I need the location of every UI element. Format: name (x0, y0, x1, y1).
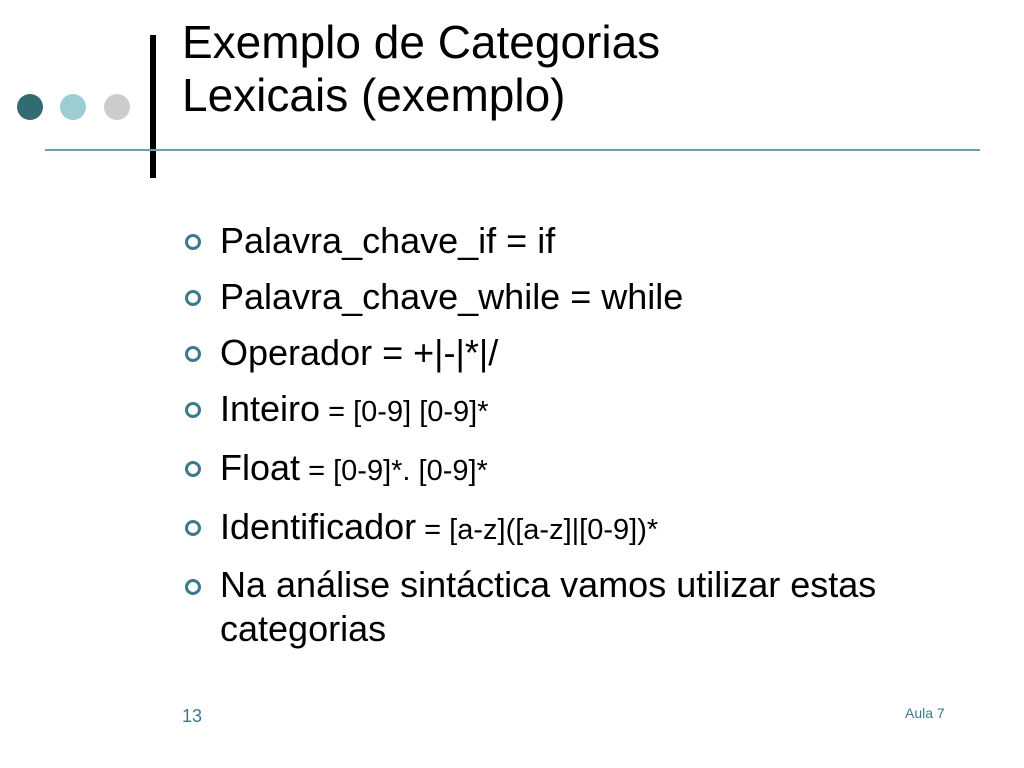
bullet-item (185, 274, 945, 320)
bullet-text: Operador = +|-|*|/ (220, 332, 499, 373)
bullet-text: Inteiro (220, 388, 321, 429)
bullet-definition: = [0-9] [0-9]* (320, 396, 489, 428)
footer-label: Aula 7 (905, 705, 945, 721)
bullet-item (185, 218, 945, 264)
page-number: 13 (182, 706, 203, 726)
decorative-dot-dark (17, 94, 43, 120)
decorative-dot-light (60, 94, 86, 120)
slide-title-line-1: Exemplo de Categorias (182, 16, 661, 68)
bullet-definition: = [a-z]([a-z]|[0-9])* (416, 514, 659, 546)
bullet-ring-icon (185, 461, 201, 477)
bullet-text: Palavra_chave_while = while (220, 276, 684, 317)
bullet-text: Palavra_chave_if = if (220, 220, 556, 261)
bullet-item (185, 504, 945, 553)
title-underline-rule (45, 149, 980, 151)
slide-title-line-2: Lexicais (exemplo) (182, 69, 566, 121)
bullet-ring-icon (185, 234, 201, 250)
bullet-list (185, 218, 945, 661)
bullet-definition: = [0-9]*. [0-9]* (300, 455, 488, 487)
bullet-ring-icon (185, 520, 201, 536)
bullet-item (185, 445, 945, 494)
bullet-ring-icon (185, 290, 201, 306)
bullet-ring-icon (185, 402, 201, 418)
bullet-text: Float (220, 447, 301, 488)
bullet-item (185, 330, 945, 376)
bullet-item (185, 563, 945, 651)
bullet-ring-icon (185, 579, 201, 595)
bullet-text: Identificador (220, 506, 417, 547)
bullet-ring-icon (185, 346, 201, 362)
bullet-item (185, 386, 945, 435)
decorative-dot-gray (104, 94, 130, 120)
title-vertical-bar (150, 35, 156, 178)
bullet-text: Na análise sintáctica vamos utilizar estas categorias (220, 564, 877, 649)
slide-title (182, 16, 962, 122)
